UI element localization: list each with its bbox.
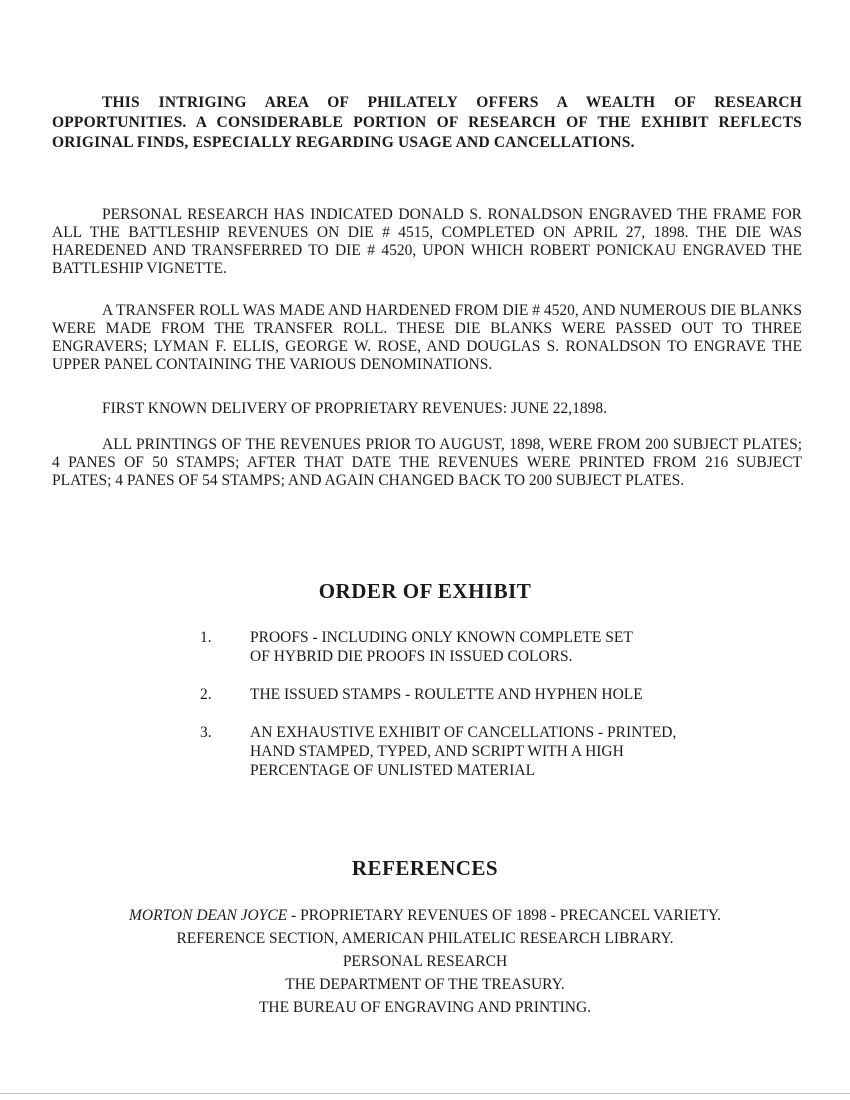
list-item-text: [250, 723, 760, 780]
list-item: [200, 685, 760, 704]
reference-author: MORTON DEAN JOYCE: [129, 907, 288, 924]
order-of-exhibit-list: [200, 628, 760, 799]
body-paragraph-first-delivery: FIRST KNOWN DELIVERY OF PROPRIETARY REVENUES: JUNE 22,1898.: [102, 400, 607, 417]
list-item-number: 3.: [200, 724, 212, 741]
reference-line: THE DEPARTMENT OF THE TREASURY.: [285, 976, 565, 993]
list-item-line: AN EXHAUSTIVE EXHIBIT OF CANCELLATIONS - PRINTED,: [250, 724, 677, 741]
list-item: [200, 628, 760, 666]
list-item-line: PROOFS - INCLUDING ONLY KNOWN COMPLETE SET: [250, 629, 633, 646]
reference-line: THE BUREAU OF ENGRAVING AND PRINTING.: [258, 999, 592, 1016]
body-paragraph-printings: ALL PRINTINGS OF THE REVENUES PRIOR TO AUGUST, 1898, WERE FROM 200 SUBJECT PLATES; 4 PANES OF 50 STAMPS; AFTER THAT DATE THE REVENUES WERE PRINTED FROM 216 SUBJECT PLATES; 4 PANES OF 54 STAMPS; AND AGAIN CHANGED BACK TO 200 SUBJECT PLATES.: [52, 436, 802, 489]
body-paragraph-transfer-roll: A TRANSFER ROLL WAS MADE AND HARDENED FROM DIE # 4520, AND NUMEROUS DIE BLANKS WERE MADE FROM THE TRANSFER ROLL. THESE DIE BLANKS WERE PASSED OUT TO THREE ENGRAVERS; LYMAN F. ELLIS, GEORGE W. ROSE, AND DOUGLAS S. RONALDSON TO ENGRAVE THE UPPER PANEL CONTAINING THE VARIOUS DENOMINATIONS.: [52, 302, 802, 373]
order-of-exhibit-heading: ORDER OF EXHIBIT: [318, 579, 532, 603]
reference-line: PERSONAL RESEARCH: [342, 953, 508, 970]
list-item-number: 2.: [200, 686, 212, 703]
list-item-number: 1.: [200, 629, 212, 646]
list-item-line: OF HYBRID DIE PROOFS IN ISSUED COLORS.: [250, 648, 573, 665]
reference-line-joyce: [0, 904, 850, 927]
list-item-line: PERCENTAGE OF UNLISTED MATERIAL: [250, 762, 536, 779]
body-paragraph-ronaldson: PERSONAL RESEARCH HAS INDICATED DONALD S. RONALDSON ENGRAVED THE FRAME FOR ALL THE BATTLESHIP REVENUES ON DIE # 4515, COMPLETED ON APRIL 27, 1898. THE DIE WAS HAREDENED AND TRANSFERRED TO DIE # 4520, UPON WHICH ROBERT PONICKAU ENGRAVED THE BATTLESHIP VIGNETTE.: [52, 206, 802, 277]
list-item-line: HAND STAMPED, TYPED, AND SCRIPT WITH A HIGH: [250, 743, 624, 760]
references-heading: REFERENCES: [351, 856, 499, 880]
list-item-line: THE ISSUED STAMPS - ROULETTE AND HYPHEN HOLE: [250, 686, 643, 703]
list-item-text: [250, 628, 760, 666]
list-item-text: [250, 685, 760, 704]
bottom-scan-edge: [0, 1093, 850, 1094]
references-list: [0, 904, 850, 1019]
list-item: [200, 723, 760, 780]
reference-line: REFERENCE SECTION, AMERICAN PHILATELIC RESEARCH LIBRARY.: [176, 930, 674, 947]
intro-paragraph: THIS INTRIGING AREA OF PHILATELY OFFERS A WEALTH OF RESEARCH OPPORTUNITIES. A CONSIDERABLE PORTION OF RESEARCH OF THE EXHIBIT REFLECTS ORIGINAL FINDS, ESPECIALLY REGARDING USAGE AND CANCELLATIONS.: [52, 94, 802, 151]
reference-title: - PROPRIETARY REVENUES OF 1898 - PRECANCEL VARIETY.: [287, 907, 721, 924]
